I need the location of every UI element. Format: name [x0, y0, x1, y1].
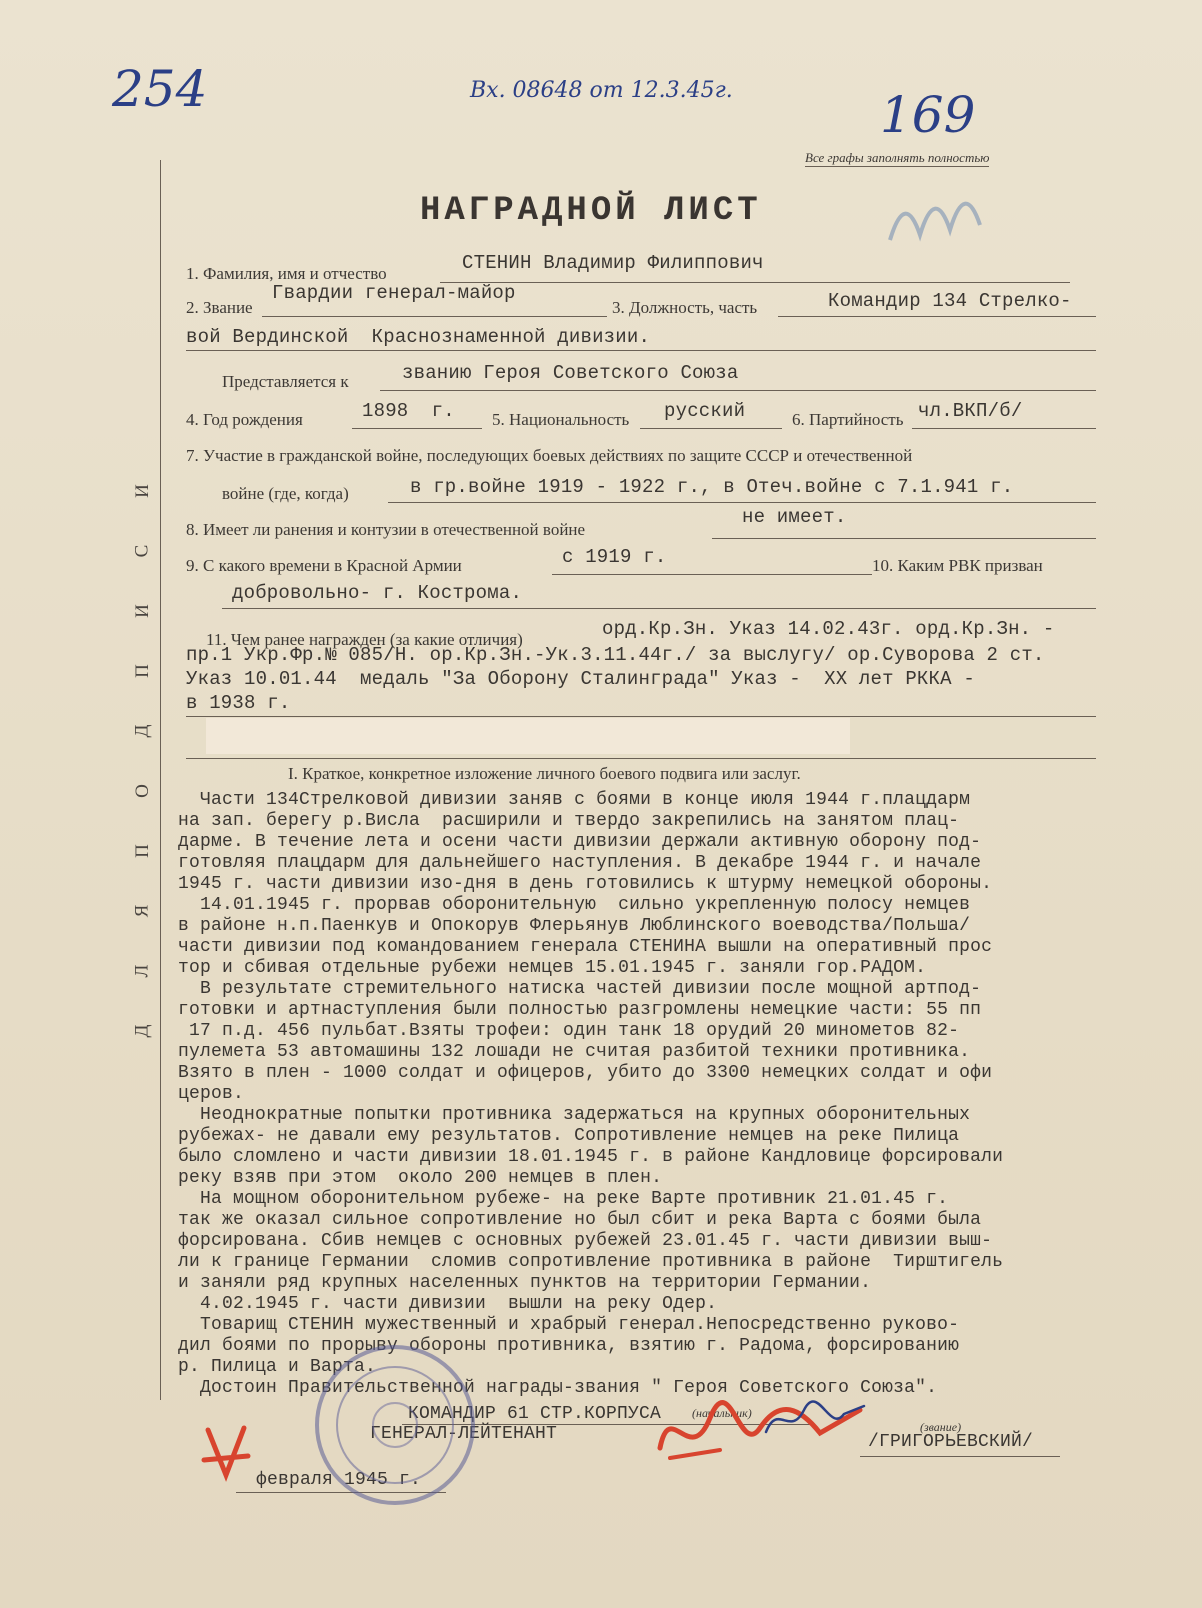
field-3-label: 3. Должность, часть	[612, 298, 758, 317]
field-1-value: СТЕНИН Владимир Филиппович	[462, 252, 764, 274]
fill-instruction: Все графы заполнять полностью	[805, 150, 990, 165]
narrative-line: тор и сбивая отдельные рубежи немцев 15.01.1945 г. заняли гор.РАДОМ.	[178, 958, 927, 978]
side-letter: И	[131, 484, 153, 498]
field-5-label: 5. Национальность	[492, 410, 630, 429]
signatory-name: /ГРИГОРЬЕВСКИЙ/	[868, 1432, 1034, 1452]
field-8-value: не имеет.	[742, 506, 847, 528]
side-letter: Д	[131, 1024, 153, 1038]
narrative-line: Части 134Стрелковой дивизии заняв с боями в конце июля 1944 г.плацдарм	[178, 790, 971, 810]
narrative-line: в районе н.п.Паенкув и Опокорув Флерьянув Люблинского воеводства/Польша/	[178, 916, 971, 936]
field-7-rule	[388, 502, 1096, 503]
nominated-value: званию Героя Советского Союза	[402, 362, 739, 384]
signatory-rank-note: (звание)	[920, 1420, 962, 1434]
field-1-label: 1. Фамилия, имя и отчество	[186, 264, 387, 283]
narrative-line: ли к границе Германии сломив сопротивление противника в районе Тирштигель	[178, 1252, 1004, 1272]
field-11-line-3: Указ 10.01.44 медаль "За Оборону Сталинграда" Указ - ХХ лет РККА -	[186, 668, 975, 690]
side-label	[131, 480, 160, 1160]
narrative-line: готовляя плацдарм для дальнейшего наступления. В декабре 1944 г. и начале	[178, 853, 982, 873]
narrative-line: было сломлено и части дивизии 18.01.1945 г. в районе Кандловице форсировали	[178, 1147, 1004, 1167]
signature-date: февраля 1945 г.	[256, 1470, 422, 1490]
signatory-rank: ГЕНЕРАЛ-ЛЕЙТЕНАНТ	[370, 1424, 558, 1444]
document-title: НАГРАДНОЙ ЛИСТ	[420, 192, 762, 230]
narrative-line: дарме. В течение лета и осени части дивизии держали активную оборону под-	[178, 832, 982, 852]
field-11-label: 11. Чем ранее награжден (за какие отличия)	[206, 630, 523, 649]
field-11-value: орд.Кр.Зн. Указ 14.02.43г. орд.Кр.Зн. -	[602, 618, 1055, 640]
narrative-line: реку взяв при этом около 200 немцев в плен.	[178, 1168, 663, 1188]
field-6-rule	[912, 428, 1096, 429]
blue-scribble-mark	[880, 170, 1000, 260]
field-2-rule	[262, 316, 607, 317]
field-1-rule	[440, 282, 1070, 283]
narrative-line: Взято в плен - 1000 солдат и офицеров, убито до 3300 немецких солдат и офи	[178, 1063, 993, 1083]
signatory-position: КОМАНДИР 61 СТР.КОРПУСА	[408, 1404, 662, 1424]
field-7-label: 7. Участие в гражданской войне, последующих боевых действиях по защите СССР и отечественной	[186, 446, 913, 465]
side-letter: П	[131, 844, 153, 858]
narrative-line: Неоднократные попытки противника задержаться на крупных оборонительных	[178, 1105, 971, 1125]
award-narrative	[178, 790, 1108, 1399]
field-5-value: русский	[664, 400, 746, 422]
narrative-line: церов.	[178, 1084, 245, 1104]
field-8-label: 8. Имеет ли ранения и контузии в отечественной войне	[186, 520, 586, 539]
narrative-line: форсирована. Сбив немцев с основных рубежей 23.01.45 г. части дивизии выш-	[178, 1231, 993, 1251]
field-3-value: Командир 134 Стрелко-	[828, 290, 1072, 312]
field-6-label: 6. Партийность	[792, 410, 904, 429]
field-11-line-4: в 1938 г.	[186, 692, 291, 714]
narrative-line: В результате стремительного натиска частей дивизии после мощной артпод-	[178, 979, 982, 999]
narrative-line: и заняли ряд крупных населенных пунктов на территории Германии.	[178, 1273, 872, 1293]
narrative-line: части дивизии под командованием генерала СТЕНИНА вышли на оперативный прос	[178, 937, 993, 957]
narrative-line: на зап. берегу р.Висла расширили и твердо закрепились на занятом плац-	[178, 811, 960, 831]
field-9-value: с 1919 г.	[562, 546, 667, 568]
narrative-line: Товарищ СТЕНИН мужественный и храбрый генерал.Непосредственно руково-	[178, 1315, 960, 1335]
field-4-value: 1898 г.	[362, 400, 455, 422]
field-10-label: 10. Каким РВК призван	[872, 556, 1043, 575]
narrative-line: рубежах- не давали ему результатов. Сопротивление немцев на реке Пилица	[178, 1126, 960, 1146]
redacted-rule	[186, 758, 1096, 759]
nominated-rule	[380, 390, 1096, 391]
narrative-line: 17 п.д. 456 пульбат.Взяты трофеи: один танк 18 орудий 20 минометов 82-	[178, 1021, 960, 1041]
side-letter: Д	[131, 724, 153, 738]
side-letter: Я	[131, 904, 153, 918]
field-4-label: 4. Год рождения	[186, 410, 303, 429]
side-letter: Л	[131, 964, 153, 978]
field-3-value-cont: вой Вердинской Краснознаменной дивизии.	[186, 326, 651, 348]
margin-line	[160, 160, 161, 1400]
field-6-value: чл.ВКП/б/	[918, 400, 1023, 422]
field-11-line-2: пр.1 Укр.Фр.№ 085/Н. ор.Кр.Зн.-Ук.3.11.44г./ за выслугу/ ор.Суворова 2 ст.	[186, 644, 1045, 666]
field-5-rule	[640, 428, 782, 429]
narrative-line: Достоин Правительственной награды-звания " Героя Советского Союза".	[178, 1378, 938, 1398]
archive-number: 254	[112, 60, 208, 118]
narrative-line: 1945 г. части дивизии изо-дня в день готовились к штурму немецкой обороны.	[178, 874, 993, 894]
narrative-line: На мощном оборонительном рубеже- на реке Варте противник 21.01.45 г.	[178, 1189, 949, 1209]
blue-signature	[760, 1394, 870, 1444]
field-2-label: 2. Звание	[186, 298, 253, 317]
narrative-line: р. Пилица и Варта.	[178, 1357, 377, 1377]
official-stamp	[310, 1340, 480, 1510]
field-8-rule	[712, 538, 1096, 539]
field-4-rule	[352, 428, 482, 429]
field-7-value: в гр.войне 1919 - 1922 г., в Отеч.войне с 7.1.941 г.	[410, 476, 1014, 498]
field-11-rule	[186, 716, 1096, 717]
field-3-rule-cont	[186, 350, 1096, 351]
redacted-area	[206, 718, 850, 754]
field-2-value: Гвардии генерал-майор	[272, 282, 516, 304]
incoming-registration: Вх. 08648 от 12.3.45г.	[470, 78, 733, 103]
nominated-label: Представляется к	[222, 372, 349, 391]
field-10-value: добровольно- г. Кострома.	[232, 582, 523, 604]
field-9-label: 9. С какого времени в Красной Армии	[186, 556, 462, 575]
narrative-line: 14.01.1945 г. прорвав оборонительную сильно укрепленную полосу немцев	[178, 895, 971, 915]
narrative-line: 4.02.1945 г. части дивизии вышли на реку Одер.	[178, 1294, 718, 1314]
page-number: 169	[880, 86, 976, 144]
red-check-mark	[196, 1420, 256, 1490]
narrative-line: пулемета 53 автомашины 132 лошади не считая разбитой техники противника.	[178, 1042, 971, 1062]
narrative-line: дил боями по прорыву обороны противника, взятию г. Радома, форсированию	[178, 1336, 960, 1356]
side-letter: П	[131, 664, 153, 678]
narrative-line: готовки и артнаступления были полностью разгромлены немецкие части: 55 пп	[178, 1000, 982, 1020]
field-10-rule	[222, 608, 1096, 609]
field-7-label-cont: войне (где, когда)	[222, 484, 349, 503]
side-letter: О	[131, 784, 153, 798]
field-3-rule	[778, 316, 1096, 317]
side-letter: И	[131, 604, 153, 618]
narrative-line: так же оказал сильное сопротивление но был сбит и река Варта с боями была	[178, 1210, 982, 1230]
signatory-position-note: (начальник)	[692, 1406, 752, 1420]
signatory-name-rule	[860, 1456, 1060, 1457]
section-heading: I. Краткое, конкретное изложение личного боевого подвига или заслуг.	[288, 764, 801, 783]
field-9-rule	[552, 574, 872, 575]
side-letter: С	[131, 544, 153, 558]
